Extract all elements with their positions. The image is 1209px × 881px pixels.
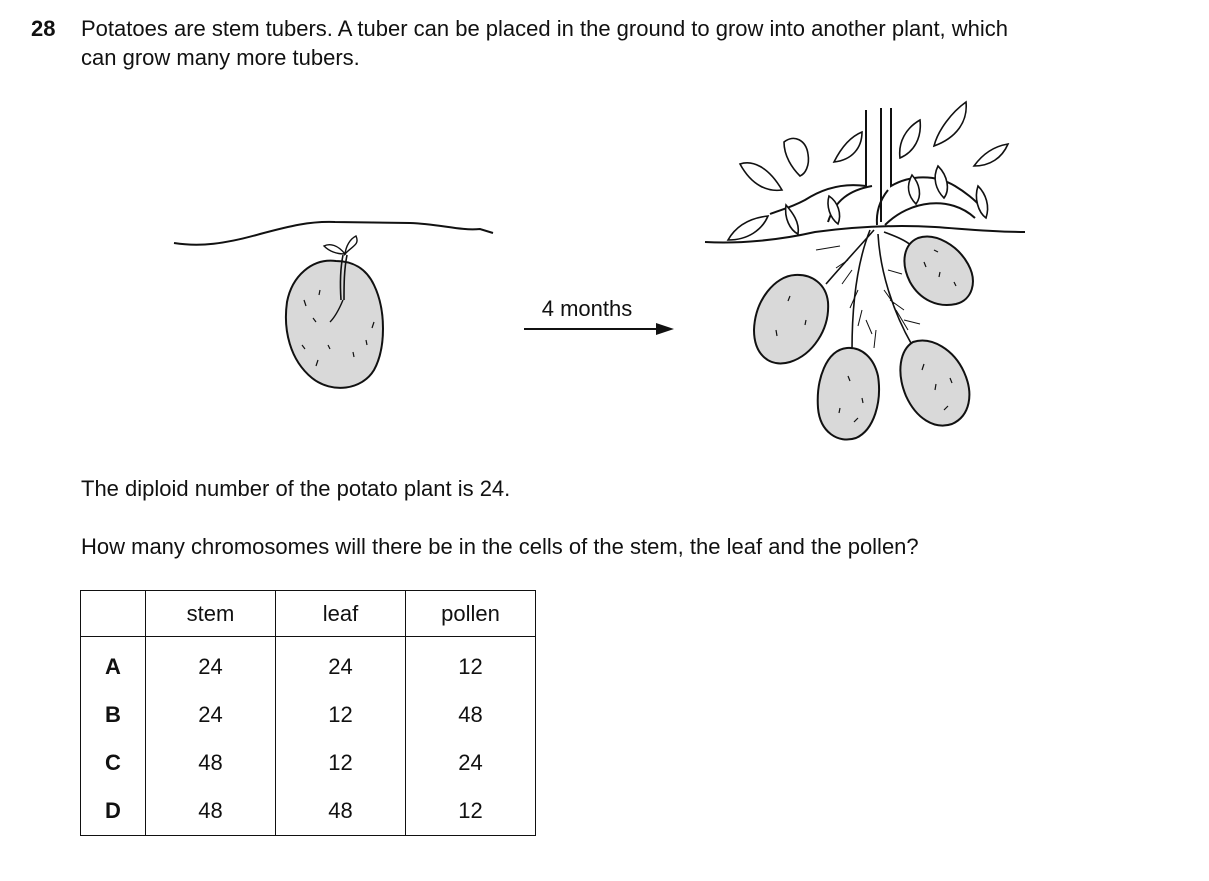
tuber-planted-illustration	[174, 222, 493, 388]
pollen-value: 12	[406, 637, 536, 692]
header-leaf: leaf	[276, 591, 406, 637]
leaf-value: 48	[276, 787, 406, 836]
header-stem: stem	[146, 591, 276, 637]
time-arrow	[524, 323, 674, 335]
pollen-value: 12	[406, 787, 536, 836]
stem-value: 48	[146, 787, 276, 836]
seed-tuber	[286, 261, 383, 388]
new-tuber-1	[754, 275, 828, 364]
option-letter[interactable]: B	[81, 691, 146, 739]
leaf-value: 12	[276, 739, 406, 787]
table-row[interactable]	[81, 739, 536, 787]
stem-value: 24	[146, 691, 276, 739]
arrow-label: 4 months	[541, 296, 633, 321]
new-tuber-3	[900, 341, 969, 426]
question-prompt: How many chromosomes will there be in the cells of the stem, the leaf and the pollen?	[81, 534, 919, 559]
option-letter[interactable]: A	[81, 637, 146, 692]
header-pollen: pollen	[406, 591, 536, 637]
leaf-value: 12	[276, 691, 406, 739]
stem-value: 48	[146, 739, 276, 787]
table-row[interactable]	[81, 637, 536, 692]
header-empty	[81, 591, 146, 637]
option-letter[interactable]: C	[81, 739, 146, 787]
pollen-value: 48	[406, 691, 536, 739]
leaf-value: 24	[276, 637, 406, 692]
table-row[interactable]	[81, 691, 536, 739]
diploid-statement: The diploid number of the potato plant is 24.	[81, 476, 511, 501]
question-text-line-2: can grow many more tubers.	[81, 45, 360, 70]
grown-plant-illustration	[705, 102, 1025, 440]
new-tuber-4	[904, 237, 972, 305]
question-text-line-1: Potatoes are stem tubers. A tuber can be placed in the ground to grow into another plant, which	[81, 16, 1009, 41]
new-tuber-2	[818, 348, 879, 440]
option-letter[interactable]: D	[81, 787, 146, 836]
answer-options-table	[80, 590, 536, 836]
question-number: 28	[31, 16, 56, 41]
pollen-value: 24	[406, 739, 536, 787]
stem-value: 24	[146, 637, 276, 692]
table-row[interactable]	[81, 787, 536, 836]
table-header-row	[81, 591, 536, 637]
